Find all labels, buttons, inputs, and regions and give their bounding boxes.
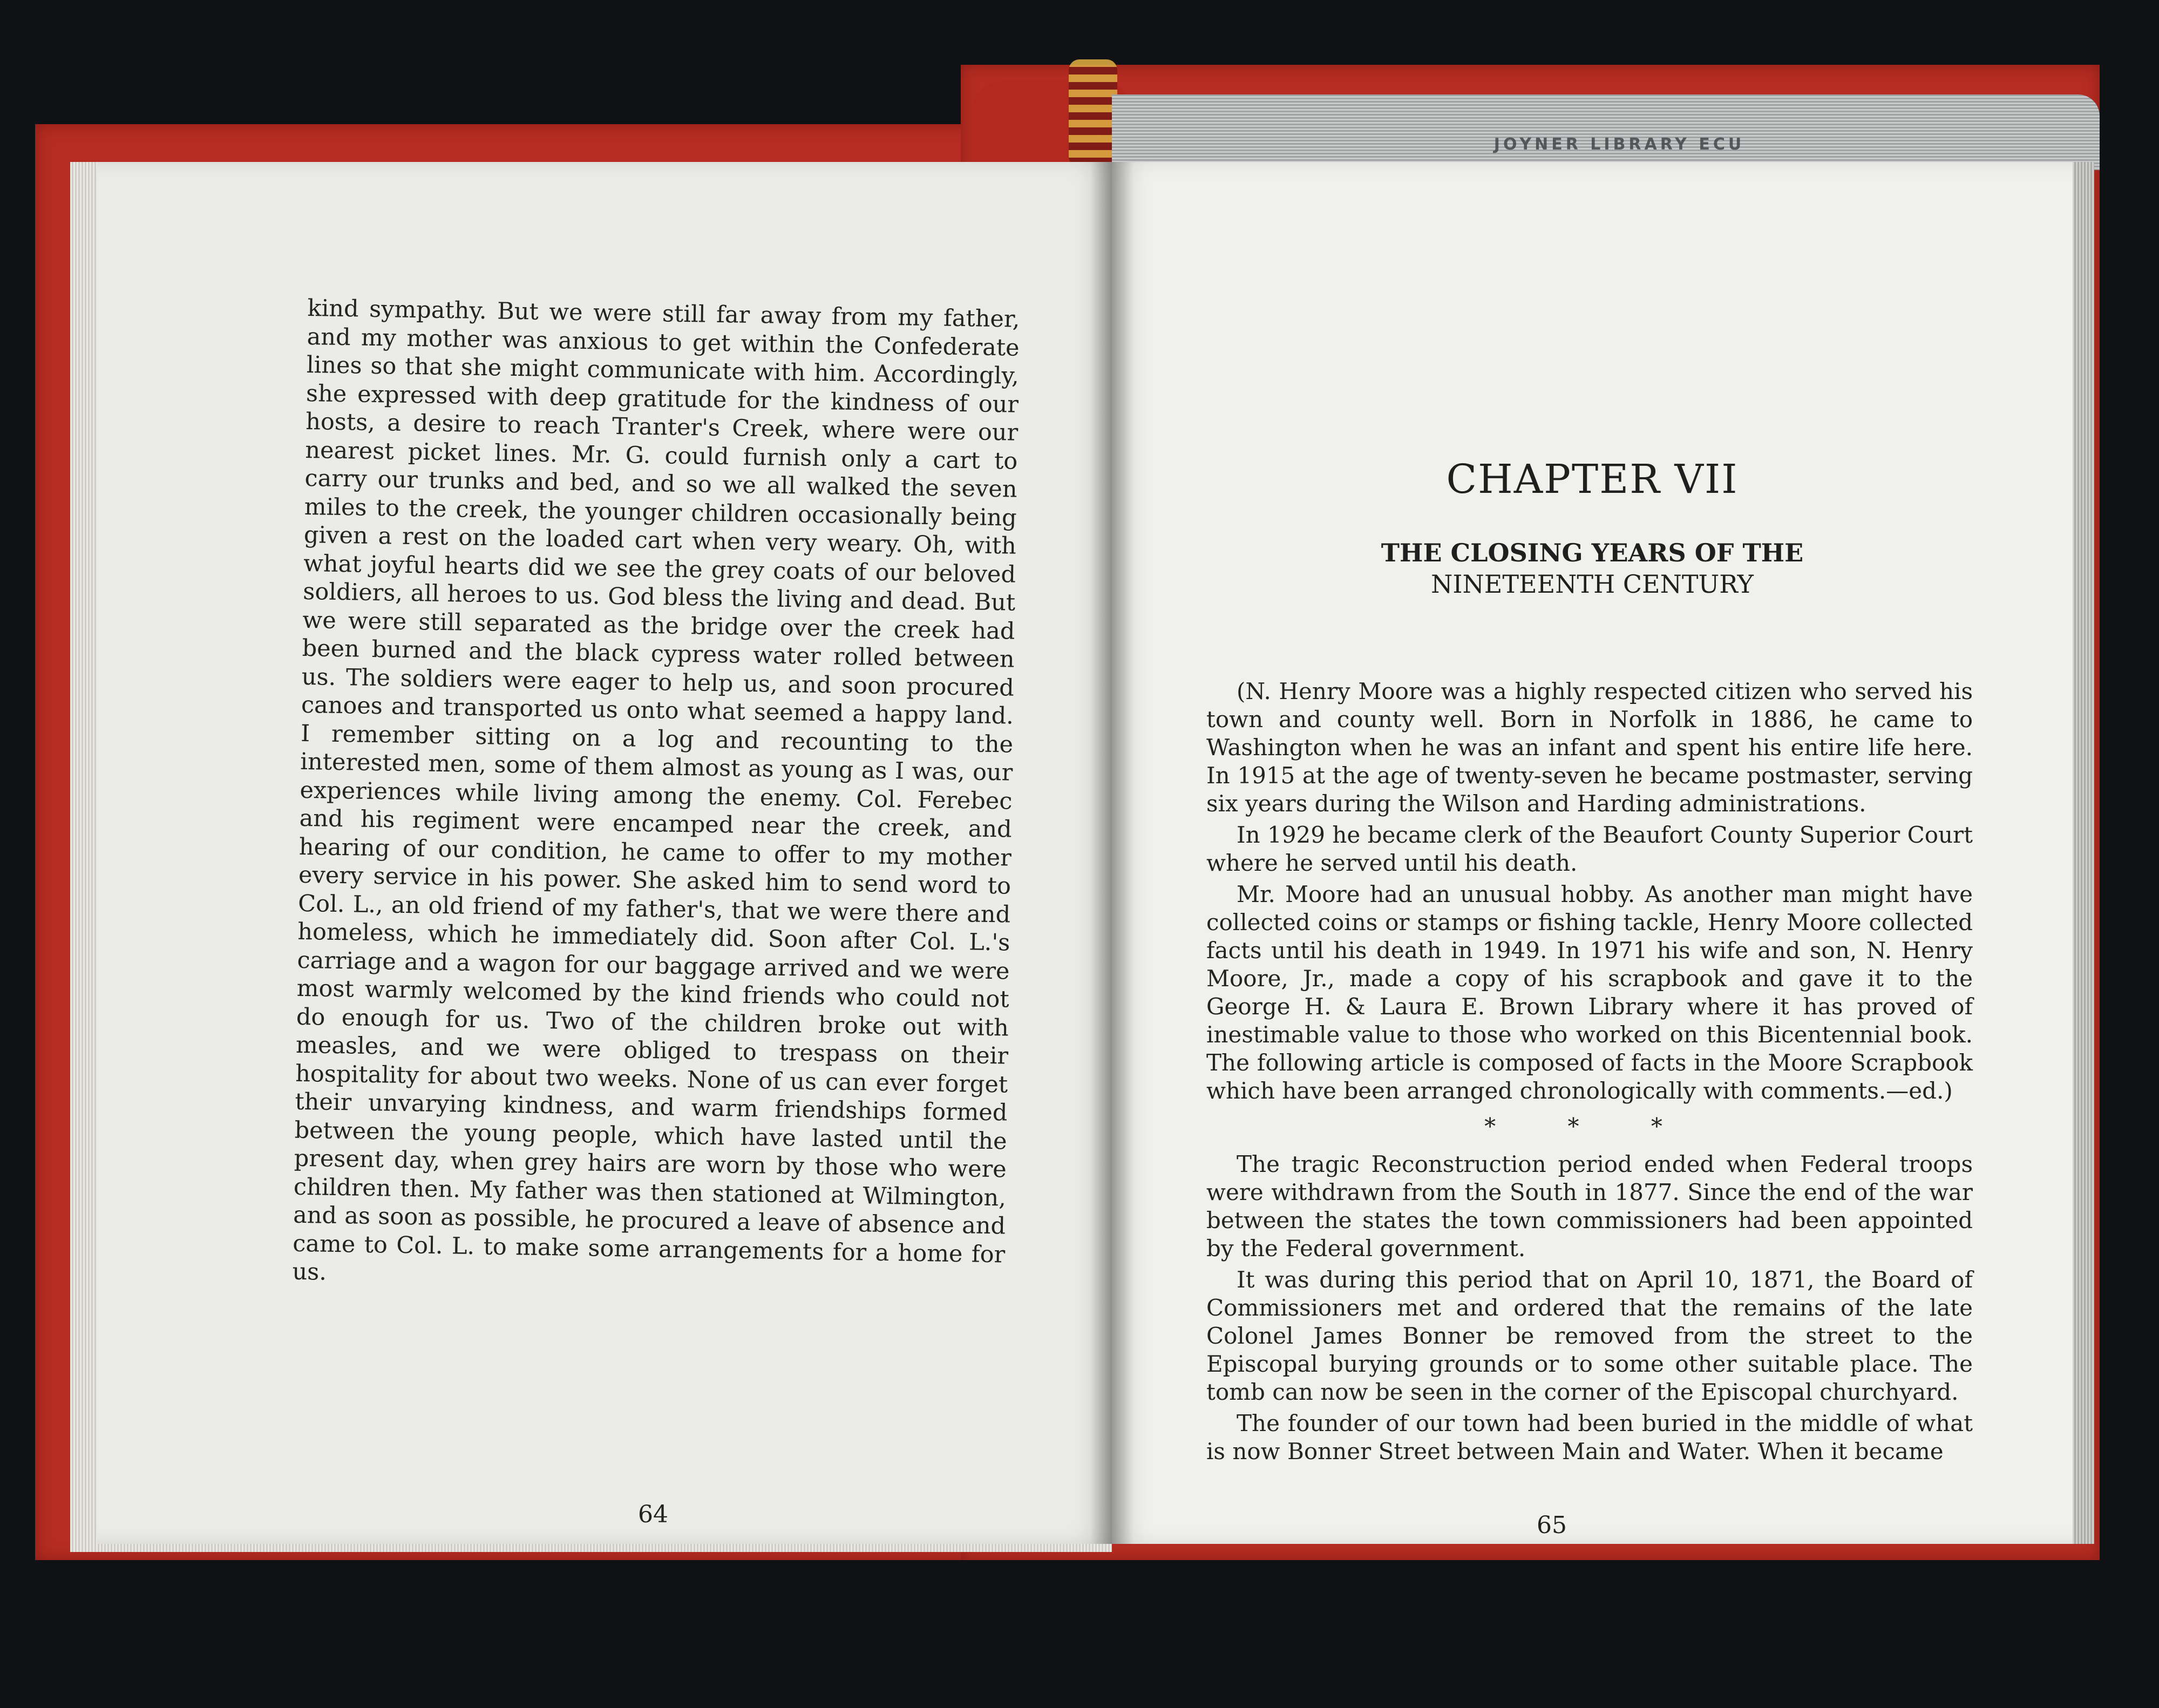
page-number-right: 65 (1537, 1512, 1567, 1539)
body-paragraph: The founder of our town had been buried in the middle of what is now Bonner Street between Main and Water. When it became (1206, 1410, 1973, 1465)
intro-paragraph: In 1929 he became clerk of the Beaufort County Superior Court where he served until his death. (1206, 822, 1973, 876)
chapter-subtitle-line-2: NINETEENTH CENTURY (1431, 570, 1754, 599)
chapter-subtitle (1204, 537, 1981, 600)
page-edges-top (1112, 94, 2100, 170)
page-number-left: 64 (638, 1501, 668, 1528)
intro-paragraph: Mr. Moore had an unusual hobby. As another man might have collected coins or stamps or fishing tackle, Henry Moore collected facts until his death in 1949. In 1971 his wife and son, N. Henry Moore, Jr., made a copy of his scrapbook and gave it to the George H. & Laura E. Brown Library where it has proved of inestimable value to those who worked on this Bicentennial book. The following article is composed of facts in the Moore Scrapbook which have been arranged chronologically with comments.—ed.) (1206, 881, 1973, 1104)
headband (1069, 59, 1117, 167)
body-paragraph: It was during this period that on April 10, 1871, the Board of Commissioners met and ordered that the remains of the late Colonel James Bonner be removed from the street to the Episcopal burying grounds or to some other suitable place. The tomb can now be seen in the corner of the Episcopal churchyard. (1206, 1266, 1973, 1405)
chapter-subtitle-line-1: THE CLOSING YEARS OF THE (1381, 538, 1804, 567)
section-separator: * * * (1484, 1113, 1695, 1140)
book-gutter (1090, 162, 1133, 1544)
chapter-title: CHAPTER VII (1446, 456, 1739, 503)
page-edges-right (2073, 162, 2094, 1544)
library-stamp: JOYNER LIBRARY ECU (1493, 135, 1745, 154)
right-page-text (1206, 677, 1973, 1469)
body-paragraph: The tragic Reconstruction period ended when Federal troops were withdrawn from the South in 1877. Since the end of the war between the states the town commissioners had been appointed by the Federal government. (1206, 1151, 1973, 1262)
left-paragraph: kind sympathy. But we were still far away from my father, and my mother was anxious to get within the Confederate lines so that she might communicate with him. Accordingly, she expressed with deep gratitude for the kindness of our hosts, a desire to reach Tranter's Creek, where were our nearest picket lines. Mr. G. could furnish only a cart to carry our trunks and bed, and so we all walked the seven miles to the creek, the younger children occasionally being given a rest on the loaded cart when very weary. Oh, with what joyful hearts did we see the grey coats of our beloved soldiers, all heroes to us. God bless the living and dead. But we were still separated as the bridge over the creek had been burned and the black cypress water rolled between us. The soldiers were eager to help us, and soon procured canoes and transported us onto what seemed a happy land. I remember sitting on a log and recounting to the interested men, some of them almost as young as I was, our experiences while living among the enemy. Col. Ferebec and his regiment were encamped near the creek, and hearing of our condition, he came to offer to my mother every service in his power. She asked him to send word to Col. L., an old friend of my father's, that we were there and homeless, which he immediately did. Soon after Col. L.'s carriage and a wagon for our baggage arrived and we were most warmly welcomed by the kind friends who could not do enough for us. Two of the children broke out with measles, and we were obliged to trespass on their hospitality for about two weeks. None of us can ever forget their unvarying kindness, and warm friendships formed between the young people, which have lasted until the present day, when grey hairs are worn by those who were children then. My father was then stationed at Wilmington, and as soon as possible, he procured a leave of absence and came to Col. L. to make some arrangements for a home for us. (292, 294, 1020, 1286)
intro-paragraph: (N. Henry Moore was a highly respected citizen who served his town and county well. Born in Norfolk in 1886, he came to Washington when he was an infant and spent his entire life here. In 1915 at the age of twenty-seven he became postmaster, serving six years during the Wilson and Harding administrations. (1206, 678, 1973, 817)
left-page-text (292, 294, 1020, 1297)
